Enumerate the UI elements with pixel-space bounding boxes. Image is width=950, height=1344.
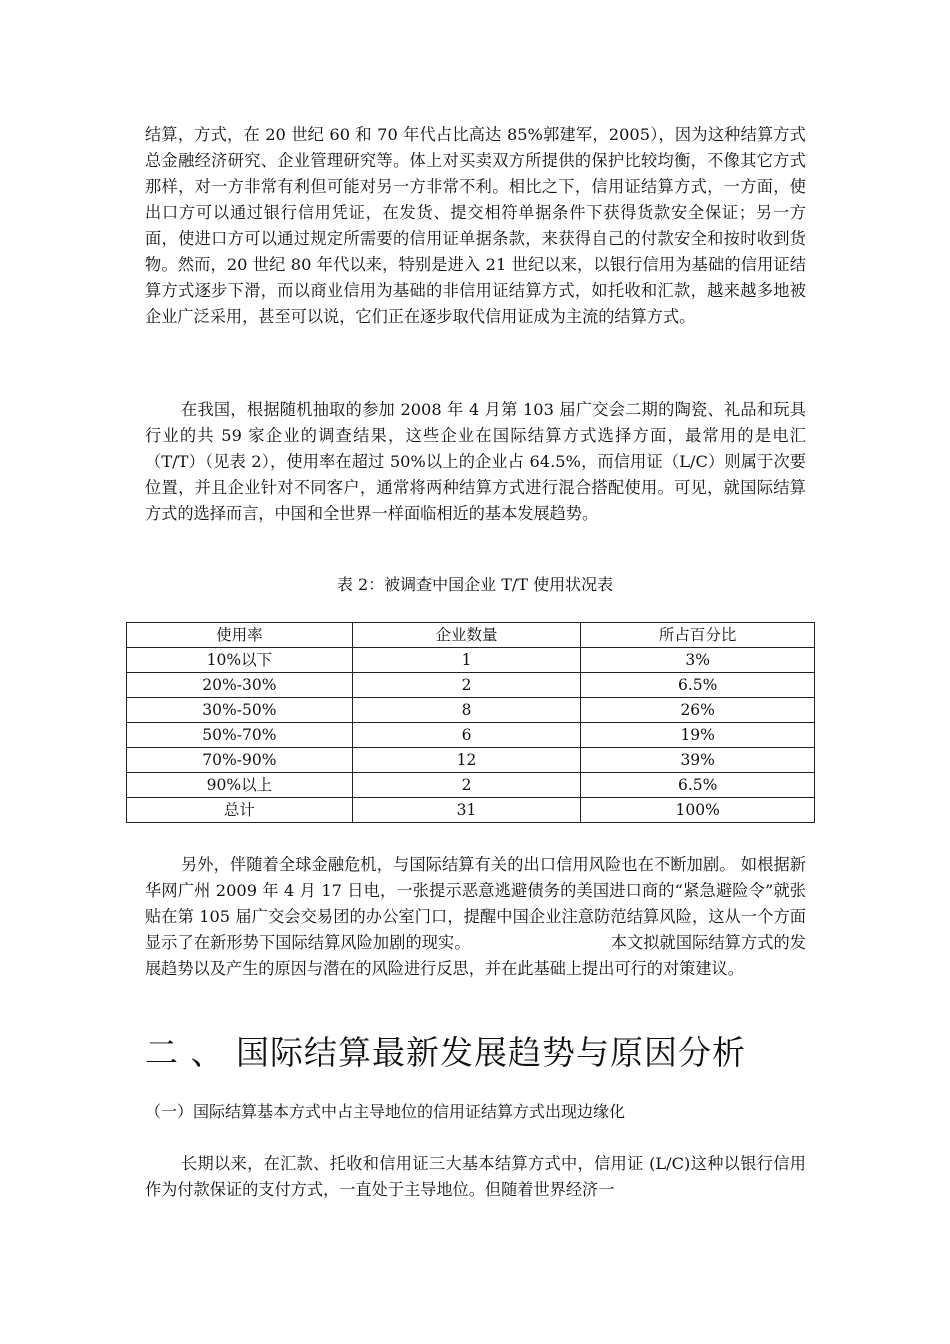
section-heading: 二 、 国际结算最新发展趋势与原因分析 [145,1033,746,1072]
table-cell: 70%-90% [127,748,353,773]
table-cell: 1 [352,648,581,673]
paragraph-3 [145,852,806,982]
table-cell: 2 [352,673,581,698]
table-row [127,748,815,773]
table-cell: 6.5% [581,673,815,698]
table-header-row [127,623,815,648]
table-cell: 26% [581,698,815,723]
table-row [127,648,815,673]
paragraph-2: 在我国，根据随机抽取的参加 2008 年 4 月第 103 届广交会二期的陶瓷、礼品和玩具行业的共 59 家企业的调查结果，这些企业在国际结算方式选择方面，最常用的是电汇（T/T）（见表 2），使用率在超过 50%以上的企业占 64.5%，而信用证（L/C）则属于次要位置，并且企业针对不同客户，通常将两种结算方式进行混合搭配使用。可见，就国际结算方式的选择而言，中国和全世界一样面临相近的基本发展趋势。 [145,400,806,523]
table-cell: 30%-50% [127,698,353,723]
paragraph-4: 长期以来，在汇款、托收和信用证三大基本结算方式中，信用证 (L/C)这种以银行信用作为付款保证的支付方式，一直处于主导地位。但随着世界经济一 [145,1154,806,1199]
paragraph-3-part-b: 本文拟就国际结算方式的发展趋势以及产生的原因与潜在的风险进行反思，并在此基础上提出可行的对策建议。 [145,933,806,978]
table-cell: 6.5% [581,773,815,798]
table-cell: 总计 [127,798,353,823]
table-cell: 90%以上 [127,773,353,798]
table-header-cell: 所占百分比 [581,623,815,648]
table-total-row [127,798,815,823]
table-row [127,723,815,748]
table-cell: 3% [581,648,815,673]
table-cell: 31 [352,798,581,823]
table-cell: 2 [352,773,581,798]
paragraph-3-part-a: 另外，伴随着全球金融危机，与国际结算有关的出口信用风险也在不断加剧。 如根据新华网广州 2009 年 4 月 17 日电，一张提示恶意逃避债务的美国进口商的“紧急避险令”就张贴在第 105 届广交会交易团的办公室门口，提醒中国企业注意防范结算风险，这从一个方面显示了在新形势下国际结算风险加剧的现实。 [145,855,806,952]
table-header-cell: 使用率 [127,623,353,648]
table-cell: 10%以下 [127,648,353,673]
table-cell: 50%-70% [127,723,353,748]
paragraph-1: 结算，方式，在 20 世纪 60 和 70 年代占比高达 85%郭建军，2005），因为这种结算方式总金融经济研究、企业管理研究等。体上对买卖双方所提供的保护比较均衡，不像其它方式那样，对一方非常有利但可能对另一方非常不利。相比之下，信用证结算方式，一方面，使出口方可以通过银行信用凭证，在发货、提交相符单据条件下获得货款安全保证；另一方面，使进口方可以通过规定所需要的信用证单据条款，来获得自己的付款安全和按时收到货物。然而，20 世纪 80 年代以来，特别是进入 21 世纪以来，以银行信用为基础的信用证结算方式逐步下滑，而以商业信用为基础的非信用证结算方式，如托收和汇款，越来越多地被企业广泛采用，甚至可以说，它们正在逐步取代信用证成为主流的结算方式。 [145,125,806,326]
table-header-cell: 企业数量 [352,623,581,648]
table-cell: 8 [352,698,581,723]
table-row [127,698,815,723]
table-cell: 39% [581,748,815,773]
table-cell: 100% [581,798,815,823]
table-cell: 6 [352,723,581,748]
tt-usage-table [126,622,815,823]
subsection-heading: （一）国际结算基本方式中占主导地位的信用证结算方式出现边缘化 [145,1102,626,1121]
table-cell: 12 [352,748,581,773]
table-caption: 表 2：被调查中国企业 T/T 使用状况表 [336,575,614,594]
table-cell: 19% [581,723,815,748]
table-row [127,673,815,698]
table-cell: 20%-30% [127,673,353,698]
table-row [127,773,815,798]
